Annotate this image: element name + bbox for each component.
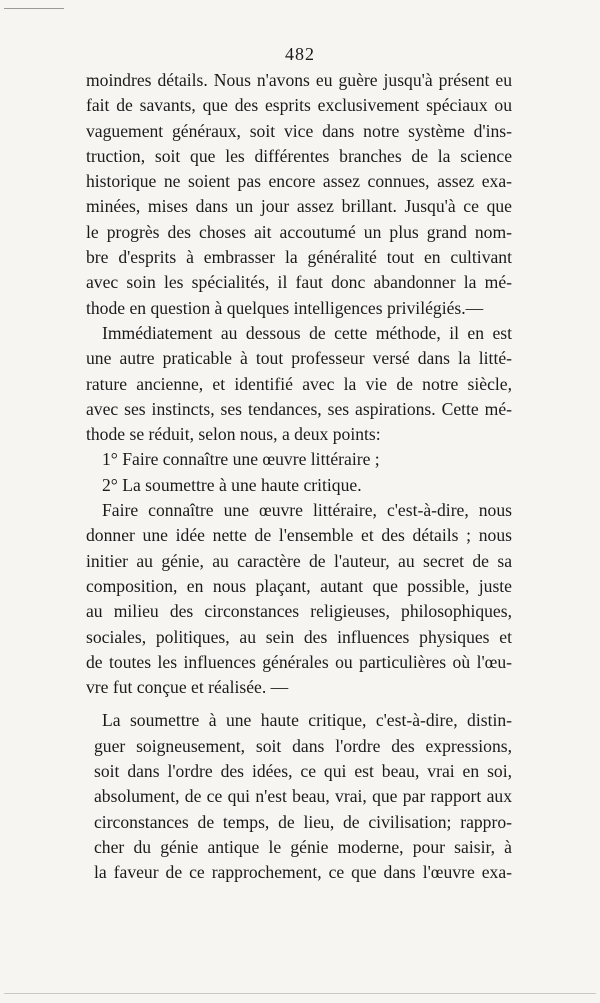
text-line: sociales, politiques, au sein des influences physiques et: [86, 626, 512, 647]
text-line: initier au génie, au caractère de l'auteur, au secret de sa: [86, 550, 512, 571]
text-line: guer soigneusement, soit dans l'ordre des expressions,: [94, 735, 512, 756]
text-line: absolument, de ce qui n'est beau, vrai, que par rapport aux: [94, 786, 512, 807]
text-line: truction, soit que les différentes branches de la science: [86, 145, 512, 166]
text-line: fait de savants, que des esprits exclusivement spéciaux ou: [86, 95, 512, 116]
text-line: historique ne soient pas encore assez connues, assez exa-: [86, 171, 512, 192]
text-line: 1° Faire connaître une œuvre littéraire ;: [102, 449, 380, 470]
paragraph-1: [86, 68, 512, 321]
body-text: [86, 68, 512, 886]
text-line: de toutes les influences générales ou particulières où l'œu-: [86, 651, 512, 672]
text-line: La soumettre à une haute critique, c'est-à-dire, distin-: [102, 710, 512, 731]
list-item-2: [86, 473, 512, 498]
text-line: thode se réduit, selon nous, a deux points:: [86, 424, 381, 445]
text-line: avec soin les spécialités, il faut donc abandonner la mé-: [86, 272, 512, 293]
text-line: circonstances de temps, de lieu, de civilisation; rappro-: [94, 811, 512, 832]
text-line: bre d'esprits à embrasser la généralité tout en cultivant: [86, 247, 512, 268]
text-line: minées, mises dans un jour assez brillant. Jusqu'à ce que: [86, 196, 512, 217]
bottom-rule: [4, 993, 596, 994]
text-line: donner une idée nette de l'ensemble et des détails ; nous: [86, 525, 512, 546]
paragraph-2: [86, 321, 512, 447]
paragraph-4: [86, 708, 512, 885]
text-line: moindres détails. Nous n'avons eu guère jusqu'à présent eu: [86, 70, 512, 90]
top-rule: [4, 8, 64, 9]
text-line: thode en question à quelques intelligences privilégiés.—: [86, 297, 484, 318]
text-line: rature ancienne, et identifié avec la vie de notre siècle,: [86, 373, 512, 394]
text-line: composition, en nous plaçant, autant que possible, juste: [86, 575, 512, 596]
text-line: Faire connaître une œuvre littéraire, c'est-à-dire, nous: [102, 500, 512, 521]
text-line: vre fut conçue et réalisée. —: [86, 677, 289, 698]
text-line: Immédiatement au dessous de cette méthode, il en est: [102, 322, 512, 343]
text-line: au milieu des circonstances religieuses, philosophiques,: [86, 601, 512, 622]
list-item-1: [86, 447, 512, 472]
paragraph-3: [86, 498, 512, 700]
text-line: avec ses instincts, ses tendances, ses aspirations. Cette mé-: [86, 398, 512, 419]
page-number: 482: [285, 44, 315, 64]
text-line: 2° La soumettre à une haute critique.: [102, 474, 362, 495]
text-line: une autre praticable à tout professeur versé dans la litté-: [86, 348, 512, 369]
text-line: la faveur de ce rapprochement, ce que dans l'œuvre exa-: [94, 862, 512, 883]
text-line: soit dans l'ordre des idées, ce qui est beau, vrai en soi,: [94, 761, 512, 782]
text-line: cher du génie antique le génie moderne, pour saisir, à: [94, 836, 512, 857]
text-line: le progrès des choses ait accoutumé un plus grand nom-: [86, 221, 512, 242]
text-line: vaguement généraux, soit vice dans notre système d'ins-: [86, 120, 512, 141]
